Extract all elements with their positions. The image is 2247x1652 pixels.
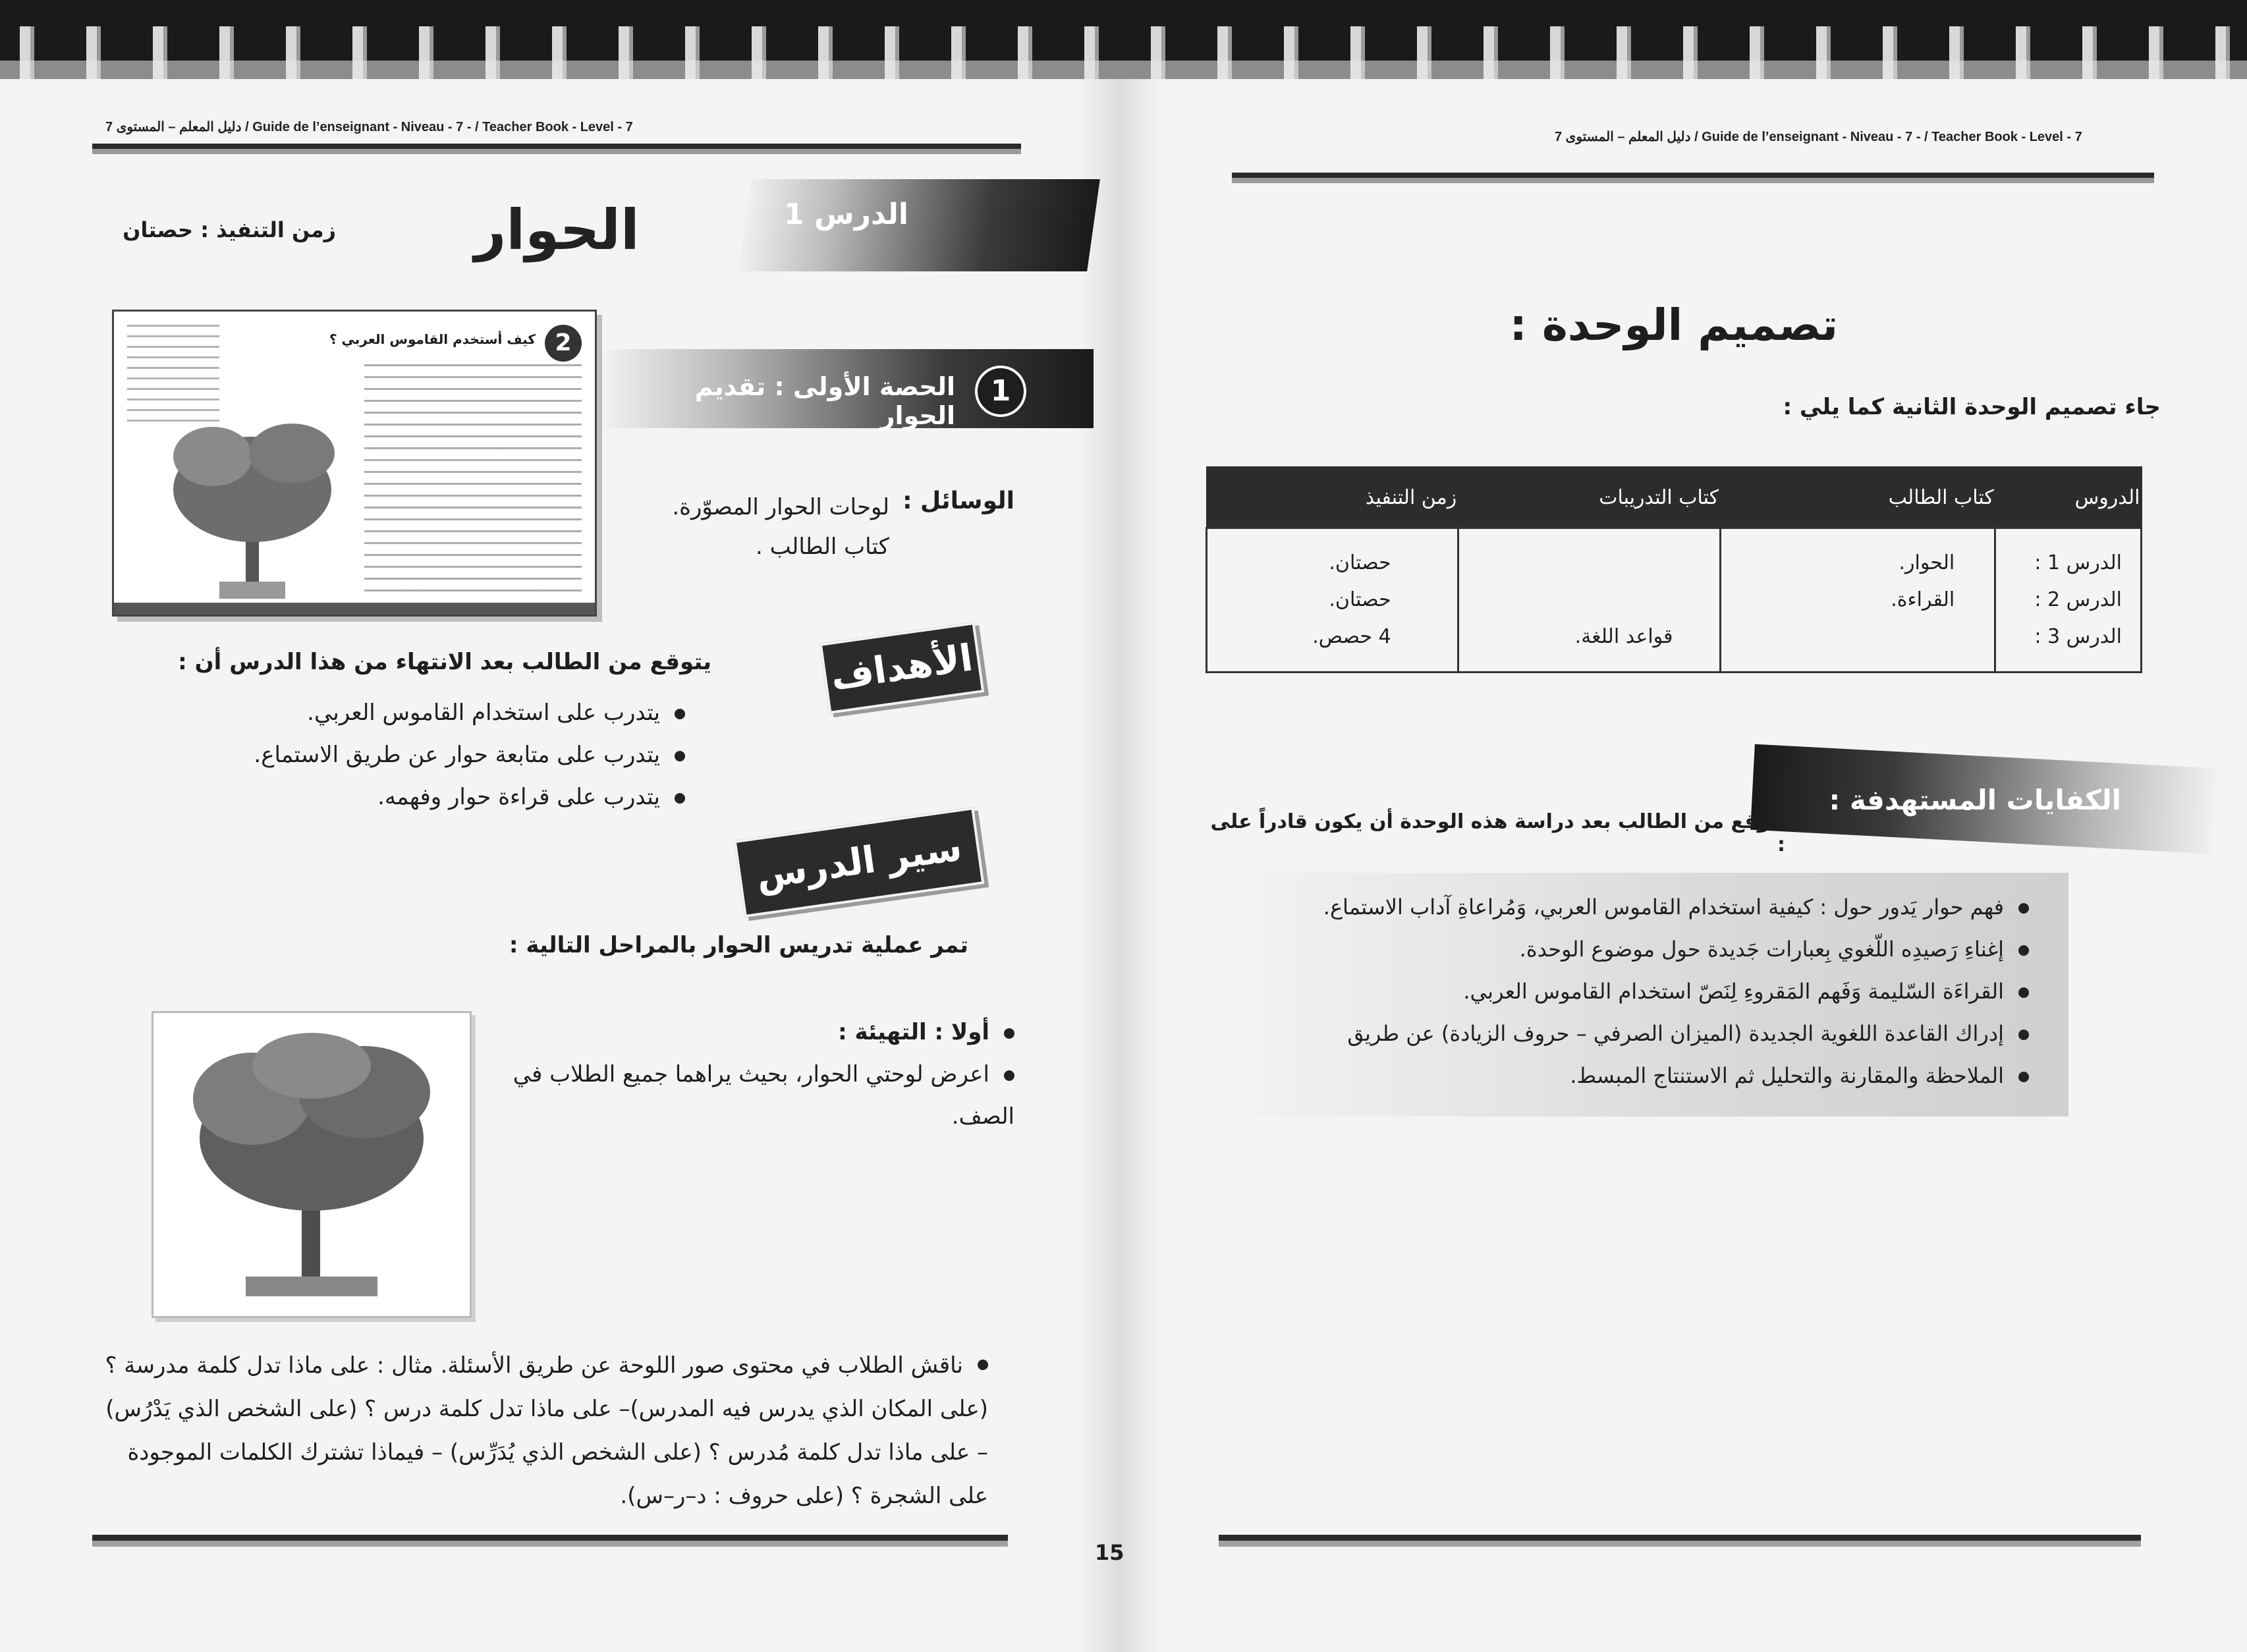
bullet-icon [675,793,685,804]
bullet-icon [1004,1028,1014,1039]
textbook-thumbnail [112,310,597,617]
competency-item: الملاحظة والمقارنة والتحليل ثم الاستنتاج المبسط. [1212,1055,2029,1097]
flow-step: أولا : التهيئة : [501,1011,1014,1053]
workbook-cell: قواعد اللغة. [1458,528,1720,673]
discussion-paragraph [92,1344,988,1518]
bullet-icon [1004,1070,1014,1081]
discussion-text: ناقش الطلاب في محتوى صور اللوحة عن طريق الأسئلة. مثال : على ماذا تدل كلمة مدرسة ؟ (على المكان الذي يدرس فيه المدرس)– على ماذا تدل كلمة درس ؟ (على الشخص الذي يَدْرُس) – على ماذا تدل كلمة مُدرس ؟ (على الشخص الذي يُدَرِّس) – فيماذا تشترك الكلمات الموجودة على الشجرة ؟ (على حروف : د–ر–س). [105,1352,988,1509]
goal-item: يتدرب على استخدام القاموس العربي. [132,692,685,734]
goals-tag: الأهداف [819,622,985,714]
thumbnail-number-badge: 2 [545,325,582,362]
dialogue-board-image [152,1011,472,1318]
page-gutter [1080,79,1159,1652]
duration-cell: حصتان. حصتان. 4 حصص. [1207,528,1458,673]
table-header: كتاب الطالب [1720,467,1995,528]
competency-item: فهم حوار يَدور حول : كيفية استخدام القاموس العربي، وَمُراعاةِ آداب الاستماع. [1212,886,2029,928]
thumbnail-footer-bar [114,603,595,615]
session-number-badge: 1 [975,366,1026,417]
left-running-header: دليل المعلم – المستوى 7 / Guide de l’enseignant - Niveau - 7 - / Teacher Book - Level - 7 [105,120,633,134]
bullet-icon [2018,1072,2029,1082]
unit-design-table [1206,466,2142,673]
left-header-rule [92,144,1021,154]
lessons-cell: الدرس 1 : الدرس 2 : الدرس 3 : [1995,528,2142,673]
right-footer-rule [1219,1535,2141,1547]
tools-item: لوحات الحوار المصوّرة. [672,494,889,520]
competencies-tag: الكفايات المستهدفة : [1829,784,2121,816]
bullet-icon [978,1360,988,1370]
competencies-list [1212,886,2029,1097]
bullet-icon [2018,987,2029,998]
competency-item: القراءَة السّليمة وَفَهم المَقروءِ لِنَصّ استخدام القاموس العربي. [1212,970,2029,1012]
goal-item: يتدرب على متابعة حوار عن طريق الاستماع. [132,734,685,776]
dialogue-tree-illustration [173,1026,450,1303]
session-title: الحصة الأولى : تقديم الحوار [694,372,955,430]
left-footer-rule [92,1535,1008,1547]
flow-step: اعرض لوحتي الحوار، بحيث يراهما جميع الطلاب في الصف. [513,1061,1014,1130]
competency-item: إدراك القاعدة اللغوية الجديدة (الميزان الصرفي – حروف الزيادة) عن طريق [1212,1012,2029,1055]
spiral-binding [0,0,2247,79]
goals-list [132,692,685,818]
competency-item: إغناءِ رَصيدِه اللّغوي بِعبارات جَديدة حول موضوع الوحدة. [1212,928,2029,970]
tools-label: الوسائل : [902,487,1014,514]
table-header: الدروس [1995,467,2142,528]
bullet-icon [2018,1030,2029,1040]
bullet-icon [2018,903,2029,914]
page-number: 15 [1095,1540,1124,1565]
unit-design-title: تصميم الوحدة : [1509,300,1838,350]
goals-intro: يتوقع من الطالب بعد الانتهاء من هذا الدرس أن : [178,649,711,675]
lesson-flow-tag: سير الدرس [734,807,985,918]
student-book-cell: الحوار. القراءة. [1720,528,1995,673]
table-header: زمن التنفيذ [1207,467,1458,528]
lesson-flow-intro: تمر عملية تدريس الحوار بالمراحل التالية : [509,932,968,958]
bullet-icon [2018,945,2029,956]
lesson-flow-steps [501,1011,1014,1138]
right-running-header: دليل المعلم – المستوى 7 / Guide de l’enseignant - Niveau - 7 - / Teacher Book - Level - 7 [1555,130,2082,144]
right-header-rule [1232,173,2154,183]
goal-item: يتدرب على قراءة حوار وفهمه. [132,776,685,818]
lesson-title: الحوار [474,198,640,262]
bullet-icon [675,709,685,719]
lesson-duration: زمن التنفيذ : حصتان [123,217,336,242]
thumbnail-text-lines [364,364,582,595]
thumbnail-heading: كيف أستخدم القاموس العربي ؟ [329,331,536,347]
unit-design-intro: جاء تصميم الوحدة الثانية كما يلي : [1783,394,2161,420]
competencies-intro: يتوقع من الطالب بعد دراسة هذه الوحدة أن يكون قادراً على : [1210,810,1785,856]
table-header: كتاب التدريبات [1458,467,1720,528]
thumbnail-tree-illustration [153,391,351,601]
tools-list [593,487,889,566]
tools-item: كتاب الطالب . [755,534,889,560]
lesson-tag: الدرس 1 [784,198,909,231]
bullet-icon [675,751,685,761]
table-row [1207,528,2142,673]
